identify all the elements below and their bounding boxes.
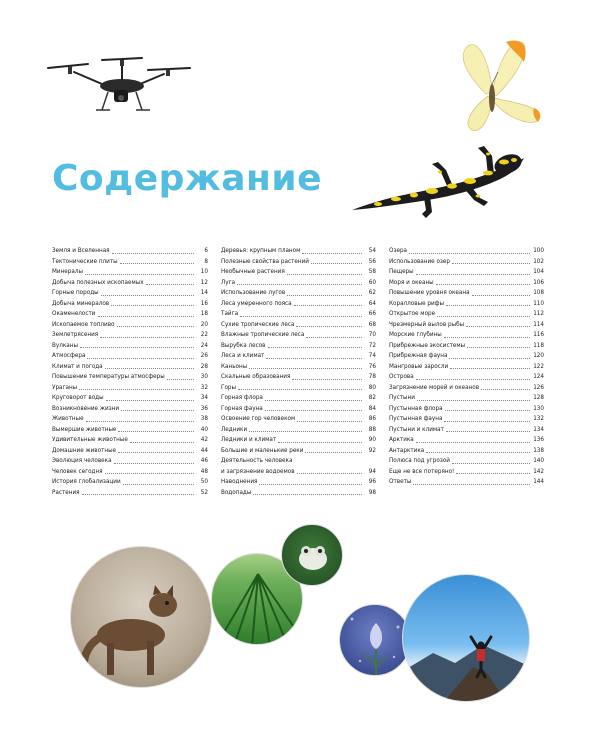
toc-entry-page: 96 — [368, 478, 376, 485]
toc-entry-title: Добыча полезных ископаемых — [52, 278, 144, 286]
toc-leader-dots — [278, 442, 362, 443]
toc-entry-page: 62 — [368, 289, 376, 296]
toc-leader-dots — [268, 347, 362, 348]
toc-entry-title: Открытое море — [389, 310, 436, 317]
toc-entry-title: Леса умеренного пояса — [221, 299, 292, 307]
toc-entry-page: 20 — [200, 320, 208, 328]
crocus-photo — [339, 604, 411, 676]
toc-leader-dots — [82, 494, 194, 495]
toc-entry-page: 28 — [200, 362, 208, 370]
toc-leader-dots — [306, 337, 362, 338]
toc-entry-title: Горы — [221, 383, 236, 391]
toc-entry — [52, 456, 208, 467]
toc-leader-dots — [449, 358, 530, 359]
toc-entry-title: Деятельность человека — [221, 457, 293, 464]
toc-entry-title: Возникновение жизни — [52, 404, 120, 412]
toc-leader-dots — [85, 274, 194, 275]
toc-leader-dots — [86, 421, 194, 422]
toc-entry-page: 122 — [533, 362, 544, 370]
toc-entry-title: История глобализации — [52, 478, 121, 485]
toc-entry-title: Наводнения — [221, 478, 258, 485]
toc-entry — [389, 372, 544, 383]
toc-column-1 — [52, 246, 208, 498]
toc-entry-page: 10 — [200, 268, 208, 275]
toc-entry — [52, 393, 208, 404]
toc-entry-page: 140 — [533, 457, 544, 464]
toc-leader-dots — [466, 326, 530, 327]
toc-leader-dots — [87, 358, 194, 359]
toc-entry-page: 64 — [368, 299, 376, 307]
toc-entry-title: Чрезмерный вылов рыбы — [389, 320, 465, 328]
toc-entry — [389, 246, 544, 257]
toc-entry — [221, 299, 376, 310]
toc-leader-dots — [452, 263, 530, 264]
frog-photo — [281, 524, 343, 586]
toc-entry — [52, 404, 208, 415]
toc-entry-title: Коралловые рифы — [389, 299, 444, 307]
toc-column-2 — [221, 246, 376, 498]
toc-entry-page: 132 — [533, 415, 544, 422]
toc-entry — [221, 362, 376, 373]
toc-leader-dots — [118, 431, 194, 432]
toc-entry-title: Вымершие животные — [52, 425, 117, 433]
toc-entry-title: Ледники — [221, 425, 248, 433]
toc-entry-page: 56 — [368, 257, 376, 265]
toc-entry-title: Окаменелости — [52, 310, 96, 317]
toc-leader-dots — [253, 494, 362, 495]
toc-entry-page: 82 — [368, 394, 376, 401]
toc-entry-page: 8 — [204, 257, 208, 265]
toc-entry-page: 6 — [204, 247, 208, 254]
toc-leader-dots — [416, 274, 530, 275]
toc-leader-dots — [287, 295, 362, 296]
toc-leader-dots — [311, 263, 362, 264]
toc-leader-dots — [106, 400, 194, 401]
toc-entry-page: 136 — [533, 436, 544, 443]
toc-leader-dots — [121, 410, 194, 411]
toc-leader-dots — [79, 389, 194, 390]
toc-entry-page: 66 — [368, 310, 376, 317]
toc-entry — [389, 456, 544, 467]
drone-image — [44, 54, 194, 120]
toc-entry-title: Использование лугов — [221, 289, 286, 296]
toc-entry-title: Антарктика — [389, 446, 425, 454]
toc-entry — [52, 446, 208, 457]
toc-entry-page: 126 — [533, 383, 544, 391]
toc-entry-title: Пустыни — [389, 394, 415, 401]
toc-entry — [389, 425, 544, 436]
toc-leader-dots — [467, 347, 530, 348]
toc-entry-title: Пустынная флора — [389, 404, 443, 412]
toc-leader-dots — [452, 463, 530, 464]
toc-entry-title: Леса и климат — [221, 352, 265, 359]
toc-entry — [221, 288, 376, 299]
toc-leader-dots — [292, 379, 362, 380]
toc-entry-title: Освоение гор человеком — [221, 415, 296, 422]
toc-leader-dots — [450, 368, 530, 369]
toc-entry-page: 70 — [368, 331, 376, 338]
toc-entry-page: 52 — [200, 488, 208, 496]
toc-entry-page: 76 — [368, 362, 376, 370]
toc-entry-title: Сухие тропические леса — [221, 320, 295, 328]
toc-entry-title: Луга — [221, 278, 236, 286]
toc-entry-title: Ответы — [389, 478, 412, 485]
toc-entry — [389, 320, 544, 331]
toc-entry-title: Ископаемое топливо — [52, 320, 115, 328]
fossa-photo — [70, 546, 212, 688]
toc-entry-title: Атмосфера — [52, 352, 86, 359]
toc-entry-page: 44 — [200, 446, 208, 454]
toc-entry-page: 12 — [200, 278, 208, 286]
toc-entry-title: Ураганы — [52, 383, 78, 391]
toc-leader-dots — [436, 284, 530, 285]
toc-leader-dots — [305, 452, 362, 453]
toc-entry-title: Использование озер — [389, 257, 451, 265]
toc-leader-dots — [111, 305, 194, 306]
toc-entry — [221, 414, 376, 425]
toc-leader-dots — [120, 263, 194, 264]
toc-leader-dots — [117, 326, 194, 327]
toc-entry-page: 124 — [533, 373, 544, 380]
toc-leader-dots — [416, 442, 530, 443]
toc-entry-page: 92 — [368, 446, 376, 454]
toc-entry-page: 144 — [533, 478, 544, 485]
toc-entry-page: 50 — [200, 478, 208, 485]
toc-entry-title: Вулканы — [52, 341, 78, 349]
toc-entry-page: 134 — [533, 425, 544, 433]
toc-entry-title: Пустынная фауна — [389, 415, 443, 422]
toc-entry-title: Добыча минералов — [52, 299, 110, 307]
toc-entry-page: 16 — [200, 299, 208, 307]
toc-entry-page: 110 — [533, 299, 544, 307]
toc-entry-page: 26 — [200, 352, 208, 359]
toc-entry-page: 22 — [200, 331, 208, 338]
toc-entry — [389, 351, 544, 362]
toc-entry — [221, 425, 376, 436]
toc-entry-page: 128 — [533, 394, 544, 401]
toc-entry-title: Моря и океаны — [389, 278, 434, 286]
toc-leader-dots — [118, 452, 194, 453]
toc-entry — [221, 372, 376, 383]
toc-entry — [389, 288, 544, 299]
toc-entry-title: Минералы — [52, 268, 83, 275]
toc-entry-page: 30 — [200, 373, 208, 380]
toc-entry-title: Прибрежная фауна — [389, 352, 448, 359]
toc-entry — [52, 351, 208, 362]
toc-entry-title: Климат и погода — [52, 362, 103, 370]
toc-entry — [52, 309, 208, 320]
toc-entry — [221, 456, 376, 467]
toc-entry-title: Скальные образования — [221, 373, 291, 380]
toc-entry-page: 54 — [368, 247, 376, 254]
toc-entry — [52, 467, 208, 478]
toc-entry — [221, 435, 376, 446]
toc-entry-title: Повышение температуры атмосферы — [52, 373, 165, 380]
toc-entry-title: Домашние животные — [52, 446, 117, 454]
toc-entry — [221, 404, 376, 415]
toc-entry-page: 84 — [368, 404, 376, 412]
toc-entry — [389, 467, 544, 478]
toc-entry-page: 72 — [368, 341, 376, 349]
toc-entry-page: 116 — [533, 331, 544, 338]
toc-column-3 — [389, 246, 544, 488]
toc-entry-page: 24 — [200, 341, 208, 349]
toc-entry-title: Человек сегодня — [52, 467, 103, 475]
toc-entry-title: Земля и Вселенная — [52, 247, 110, 254]
toc-entry-title: Каньоны — [221, 362, 248, 370]
toc-entry — [52, 330, 208, 341]
toc-entry-title: Горные породы — [52, 289, 99, 296]
toc-entry-title: Влажные тропические леса — [221, 331, 305, 338]
toc-entry — [221, 351, 376, 362]
toc-entry-title: Горная фауна — [221, 404, 263, 412]
toc-entry — [389, 477, 544, 488]
toc-entry-page: 90 — [368, 436, 376, 443]
toc-leader-dots — [101, 295, 194, 296]
toc-leader-dots — [302, 253, 362, 254]
toc-entry-page: 34 — [200, 394, 208, 401]
page-title: Содержание — [52, 158, 323, 199]
toc-entry — [389, 404, 544, 415]
toc-entry-title: Острова — [389, 373, 414, 380]
toc-leader-dots — [472, 295, 530, 296]
toc-entry-title: Морские глубины — [389, 331, 442, 338]
toc-entry — [52, 425, 208, 436]
toc-entry — [52, 372, 208, 383]
toc-leader-dots — [249, 431, 362, 432]
toc-leader-dots — [123, 484, 194, 485]
toc-entry-page: 104 — [533, 268, 544, 275]
toc-leader-dots — [446, 305, 530, 306]
toc-leader-dots — [446, 431, 530, 432]
toc-entry-page: 14 — [200, 289, 208, 296]
toc-entry-title: Деревья: крупным планом — [221, 247, 301, 254]
mountain-climber-photo — [402, 574, 530, 702]
toc-entry-page: 60 — [368, 278, 376, 286]
toc-entry-page: 32 — [200, 383, 208, 391]
toc-leader-dots — [456, 473, 530, 474]
toc-entry-title: и загрязнение водоемов — [221, 467, 295, 475]
toc-entry — [389, 341, 544, 352]
toc-entry — [389, 299, 544, 310]
toc-entry-page: 74 — [368, 352, 376, 359]
toc-entry-page: 18 — [200, 310, 208, 317]
toc-entry-page: 38 — [200, 415, 208, 422]
toc-leader-dots — [297, 421, 362, 422]
toc-leader-dots — [437, 316, 530, 317]
toc-entry-page: 112 — [533, 310, 544, 317]
toc-leader-dots — [146, 284, 194, 285]
toc-entry — [389, 309, 544, 320]
toc-entry — [221, 467, 376, 478]
toc-entry — [389, 330, 544, 341]
toc-entry-title: Водопады — [221, 488, 252, 496]
toc-entry — [52, 362, 208, 373]
toc-entry-page: 78 — [368, 373, 376, 380]
toc-leader-dots — [100, 337, 194, 338]
toc-entry-title: Полюса под угрозой — [389, 457, 450, 464]
toc-entry — [52, 414, 208, 425]
toc-entry-page: 42 — [200, 436, 208, 443]
toc-entry — [52, 435, 208, 446]
toc-entry-title: Удивительные животные — [52, 436, 128, 443]
toc-entry-page: 130 — [533, 404, 544, 412]
toc-entry — [52, 383, 208, 394]
toc-leader-dots — [98, 316, 195, 317]
salamander-image — [348, 140, 528, 220]
toc-leader-dots — [266, 358, 362, 359]
toc-entry-title: Землетрясения — [52, 331, 99, 338]
toc-entry — [389, 257, 544, 268]
toc-leader-dots — [409, 253, 530, 254]
toc-entry-page: 138 — [533, 446, 544, 454]
toc-entry-title: Полезные свойства растений — [221, 257, 309, 265]
toc-entry — [221, 383, 376, 394]
toc-entry-title: Растения — [52, 488, 80, 496]
toc-leader-dots — [238, 389, 362, 390]
toc-entry — [389, 393, 544, 404]
toc-leader-dots — [481, 389, 530, 390]
toc-entry-title: Арктика — [389, 436, 414, 443]
toc-entry-page: 120 — [533, 352, 544, 359]
toc-leader-dots — [240, 316, 362, 317]
toc-leader-dots — [259, 484, 362, 485]
toc-leader-dots — [249, 368, 362, 369]
toc-entry — [389, 435, 544, 446]
toc-entry — [221, 278, 376, 289]
toc-leader-dots — [105, 368, 194, 369]
toc-entry-page: 98 — [368, 488, 376, 496]
toc-entry-title: Тайга — [221, 310, 239, 317]
toc-entry-page: 48 — [200, 467, 208, 475]
toc-leader-dots — [297, 473, 362, 474]
toc-entry-title: Большие и маленькие реки — [221, 446, 304, 454]
toc-entry — [221, 330, 376, 341]
toc-entry-page: 46 — [200, 457, 208, 464]
toc-entry — [221, 477, 376, 488]
toc-leader-dots — [416, 379, 530, 380]
toc-leader-dots — [444, 421, 530, 422]
toc-leader-dots — [80, 347, 194, 348]
toc-entry-title: Эволюция человека — [52, 457, 112, 464]
toc-entry-title: Загрязнение морей и океанов — [389, 383, 480, 391]
toc-entry-page: 58 — [368, 268, 376, 275]
toc-leader-dots — [114, 463, 194, 464]
toc-leader-dots — [265, 400, 362, 401]
toc-entry-page: 36 — [200, 404, 208, 412]
toc-entry-title: Горная флора — [221, 394, 263, 401]
toc-entry — [52, 288, 208, 299]
toc-leader-dots — [296, 326, 362, 327]
toc-entry — [221, 267, 376, 278]
toc-entry-title: Пещеры — [389, 268, 414, 275]
toc-entry — [52, 267, 208, 278]
toc-entry-page: 142 — [533, 467, 544, 475]
toc-entry-page: 88 — [368, 425, 376, 433]
butterfly-image — [438, 36, 548, 136]
toc-entry-title: Необычные растения — [221, 268, 285, 275]
toc-entry-page: 80 — [368, 383, 376, 391]
toc-entry-title: Повышение уровня океана — [389, 289, 470, 296]
toc-entry-title: Озера — [389, 247, 408, 254]
toc-entry — [221, 309, 376, 320]
toc-entry — [52, 246, 208, 257]
toc-entry-page: 68 — [368, 320, 376, 328]
toc-entry — [389, 278, 544, 289]
toc-entry-title: Круговорот воды — [52, 394, 104, 401]
toc-entry — [389, 267, 544, 278]
toc-entry-title: Ледники и климат — [221, 436, 277, 443]
toc-entry-page: 108 — [533, 289, 544, 296]
toc-leader-dots — [294, 305, 362, 306]
toc-entry-page: 114 — [533, 320, 544, 328]
toc-leader-dots — [287, 274, 362, 275]
toc-entry — [389, 383, 544, 394]
toc-leader-dots — [426, 452, 530, 453]
toc-entry — [221, 257, 376, 268]
toc-entry-title: Животные — [52, 415, 84, 422]
toc-entry — [52, 341, 208, 352]
toc-entry — [221, 488, 376, 499]
toc-entry-title: Мангровые заросли — [389, 362, 449, 370]
toc-entry — [52, 320, 208, 331]
toc-leader-dots — [265, 410, 362, 411]
toc-entry-title: Еще не все потеряно! — [389, 467, 455, 475]
toc-entry-page: 40 — [200, 425, 208, 433]
toc-entry — [52, 488, 208, 499]
toc-entry-page: 118 — [533, 341, 544, 349]
toc-entry — [221, 446, 376, 457]
toc-entry — [389, 414, 544, 425]
toc-leader-dots — [105, 473, 194, 474]
toc-leader-dots — [130, 442, 194, 443]
toc-leader-dots — [112, 253, 194, 254]
toc-entry-page: 94 — [368, 467, 376, 475]
toc-entry — [389, 446, 544, 457]
toc-entry — [389, 362, 544, 373]
toc-leader-dots — [417, 400, 530, 401]
toc-leader-dots — [237, 284, 362, 285]
toc-entry-page: 106 — [533, 278, 544, 286]
toc-leader-dots — [445, 410, 530, 411]
toc-entry — [221, 246, 376, 257]
toc-entry-title: Тектонические плиты — [52, 257, 118, 265]
toc-leader-dots — [413, 484, 530, 485]
toc-entry-page: 100 — [533, 247, 544, 254]
toc-entry — [221, 341, 376, 352]
toc-entry-page: 102 — [533, 257, 544, 265]
toc-entry-page: 86 — [368, 415, 376, 422]
toc-entry — [221, 393, 376, 404]
toc-entry-title: Пустыни и климат — [389, 425, 444, 433]
toc-leader-dots — [167, 379, 194, 380]
toc-entry-title: Прибрежные экосистемы — [389, 341, 466, 349]
toc-entry — [52, 257, 208, 268]
toc-entry — [52, 299, 208, 310]
toc-entry — [52, 278, 208, 289]
toc-entry — [52, 477, 208, 488]
toc-entry-title: Вырубка лесов — [221, 341, 266, 349]
toc-entry — [221, 320, 376, 331]
toc-leader-dots — [444, 337, 530, 338]
